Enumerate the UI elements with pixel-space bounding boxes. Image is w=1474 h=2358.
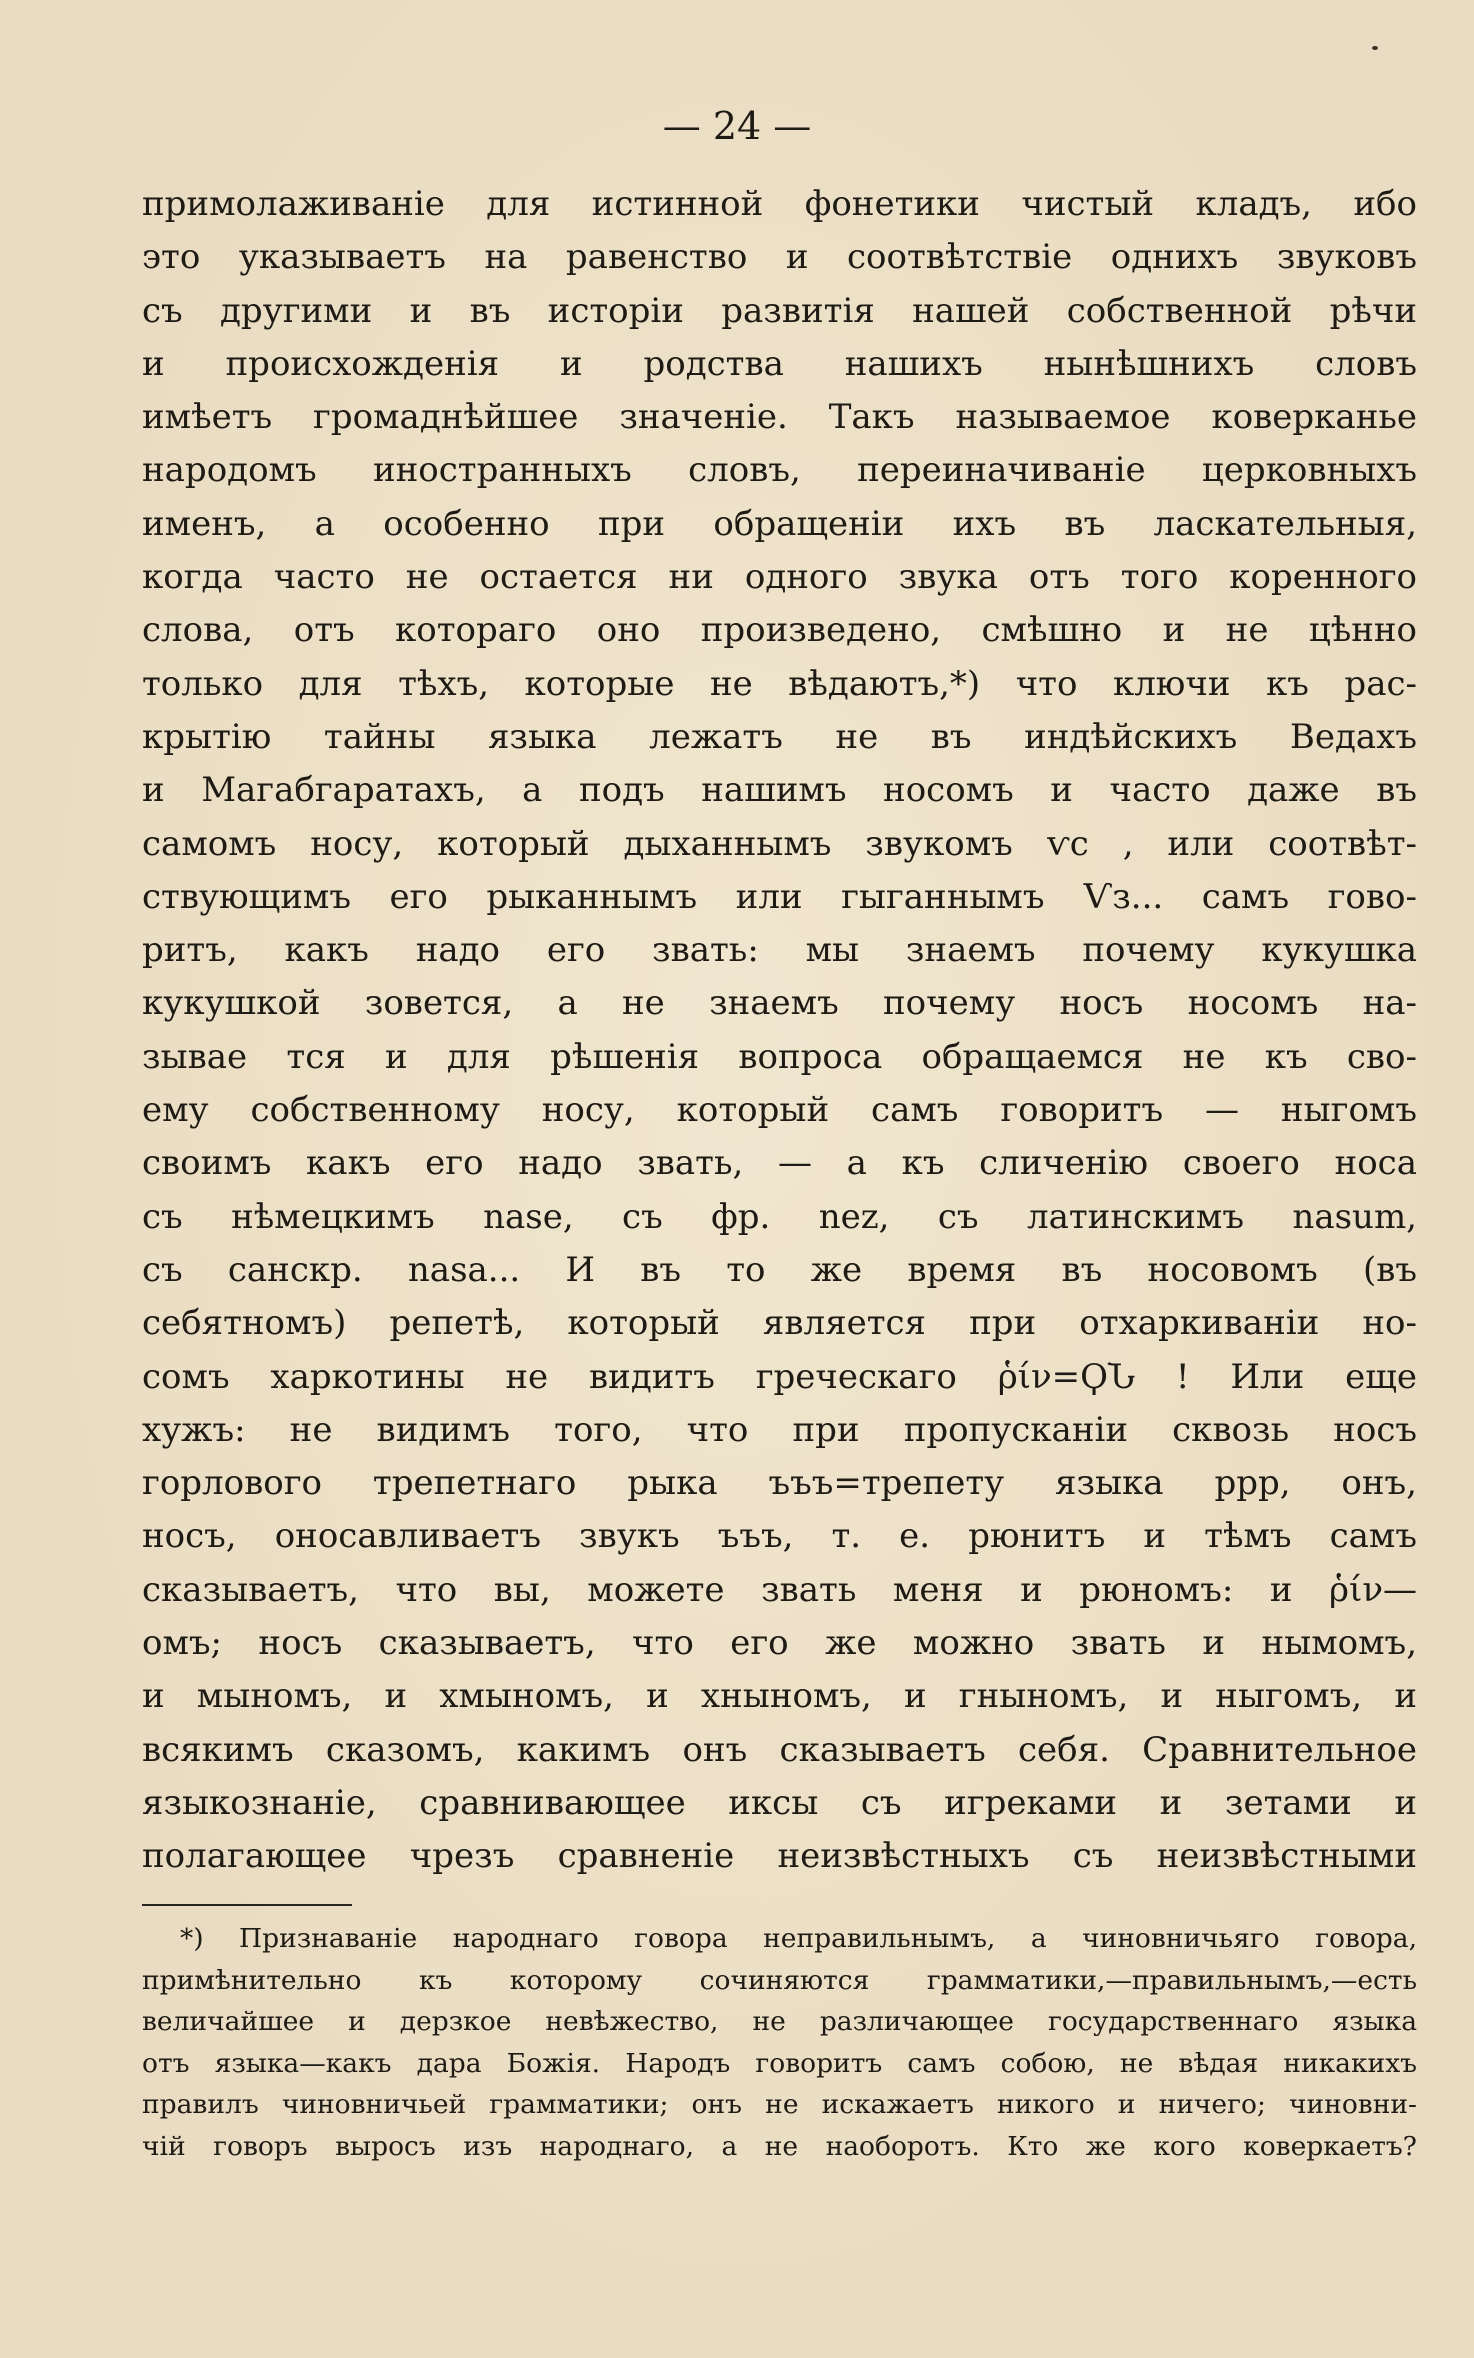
text-line: сказываетъ, что вы, можете звать меня и рюномъ: и ῥίν— bbox=[142, 1569, 1417, 1610]
footnote-line: отъ языка—какъ дара Божія. Народъ говоритъ самъ собою, не вѣдая никакихъ bbox=[142, 2047, 1417, 2079]
text-line: сомъ харкотины не видитъ греческаго ῥίν=ϘՆ ! Или еще bbox=[142, 1356, 1417, 1397]
text-line: имѣетъ громаднѣйшее значеніе. Такъ называемое коверканье bbox=[142, 397, 1417, 438]
footnote-line: величайшее и дерзкое невѣжество, не различающее государственнаго языка bbox=[142, 2006, 1417, 2037]
text-line: ствующимъ его рыканнымъ или гыганнымъ Ѵз... самъ гово- bbox=[142, 876, 1417, 917]
text-line: крытію тайны языка лежатъ не въ индѣйскихъ Ведахъ bbox=[142, 716, 1417, 757]
text-line: всякимъ сказомъ, какимъ онъ сказываетъ себя. Сравнительное bbox=[142, 1729, 1417, 1770]
text-line: носъ, оносавливаетъ звукъ ъъъ, т. е. рюнитъ и тѣмъ самъ bbox=[142, 1516, 1417, 1557]
text-line: кукушкой зовется, а не знаемъ почему носъ носомъ на- bbox=[142, 983, 1417, 1024]
text-line: съ нѣмецкимъ nase, съ фр. nez, съ латинскимъ nasum, bbox=[142, 1196, 1417, 1237]
text-line: примолаживаніе для истинной фонетики чистый кладъ, ибо bbox=[142, 184, 1417, 224]
text-line: и мыномъ, и хмыномъ, и хныномъ, и гныномъ, и ныгомъ, и bbox=[142, 1676, 1417, 1717]
footnote-line: примѣнительно къ которому сочиняются грамматики,—правильнымъ,—есть bbox=[142, 1964, 1417, 1996]
text-line: языкознаніе, сравнивающее иксы съ игреками и зетами и bbox=[142, 1782, 1417, 1823]
text-line: народомъ иностранныхъ словъ, переиначиваніе церковныхъ bbox=[142, 450, 1417, 491]
text-line: когда часто не остается ни одного звука отъ того коренного bbox=[142, 557, 1417, 598]
text-line: съ другими и въ исторіи развитія нашей собственной рѣчи bbox=[142, 290, 1417, 331]
page-number: — 24 — bbox=[662, 104, 812, 148]
text-line: только для тѣхъ, которые не вѣдаютъ,*) что ключи къ рас- bbox=[142, 663, 1417, 704]
ink-speck bbox=[1372, 46, 1378, 50]
text-line: съ санскр. nasa... И въ то же время въ носовомъ (въ bbox=[142, 1249, 1417, 1290]
text-line: ему собственному носу, который самъ говоритъ — ныгомъ bbox=[142, 1090, 1417, 1131]
main-text-block bbox=[142, 178, 1417, 1884]
text-line: горлового трепетнаго рыка ъъъ=трепету языка ррр, онъ, bbox=[142, 1463, 1417, 1504]
text-line: и Магабгаратахъ, а подъ нашимъ носомъ и часто даже въ bbox=[142, 770, 1417, 811]
footnote-line: правилъ чиновничьей грамматики; онъ не искажаетъ никого и ничего; чиновни- bbox=[142, 2089, 1417, 2120]
text-line: слова, отъ котораго оно произведено, смѣшно и не цѣнно bbox=[142, 610, 1417, 651]
text-line: самомъ носу, который дыханнымъ звукомъ ѵс , или соотвѣт- bbox=[142, 823, 1417, 864]
text-line: себятномъ) репетѣ, который является при отхаркиваніи но- bbox=[142, 1303, 1417, 1344]
footnote-divider bbox=[142, 1904, 352, 1906]
footnote-line: *) Признаваніе народнаго говора неправильнымъ, а чиновничьяго говора, bbox=[180, 1923, 1417, 1954]
text-line: своимъ какъ его надо звать, — а къ сличенію своего носа bbox=[142, 1143, 1417, 1184]
footnote-block bbox=[142, 1918, 1417, 2167]
footnote-line: чій говоръ выросъ изъ народнаго, а не наоборотъ. Кто же кого коверкаетъ? bbox=[142, 2130, 1417, 2162]
text-line: зывае тся и для рѣшенія вопроса обращаемся не къ сво- bbox=[142, 1036, 1417, 1077]
text-line: и происхожденія и родства нашихъ нынѣшнихъ словъ bbox=[142, 343, 1417, 384]
text-line: именъ, а особенно при обращеніи ихъ въ ласкательныя, bbox=[142, 503, 1417, 544]
text-line: хужъ: не видимъ того, что при пропусканіи сквозь носъ bbox=[142, 1409, 1417, 1450]
text-line: это указываетъ на равенство и соотвѣтствіе однихъ звуковъ bbox=[142, 237, 1417, 278]
text-line: полагающее чрезъ сравненіе неизвѣстныхъ съ неизвѣстными bbox=[142, 1836, 1417, 1877]
text-line: ритъ, какъ надо его звать: мы знаемъ почему кукушка bbox=[142, 930, 1417, 971]
text-line: омъ; носъ сказываетъ, что его же можно звать и нымомъ, bbox=[142, 1623, 1417, 1664]
